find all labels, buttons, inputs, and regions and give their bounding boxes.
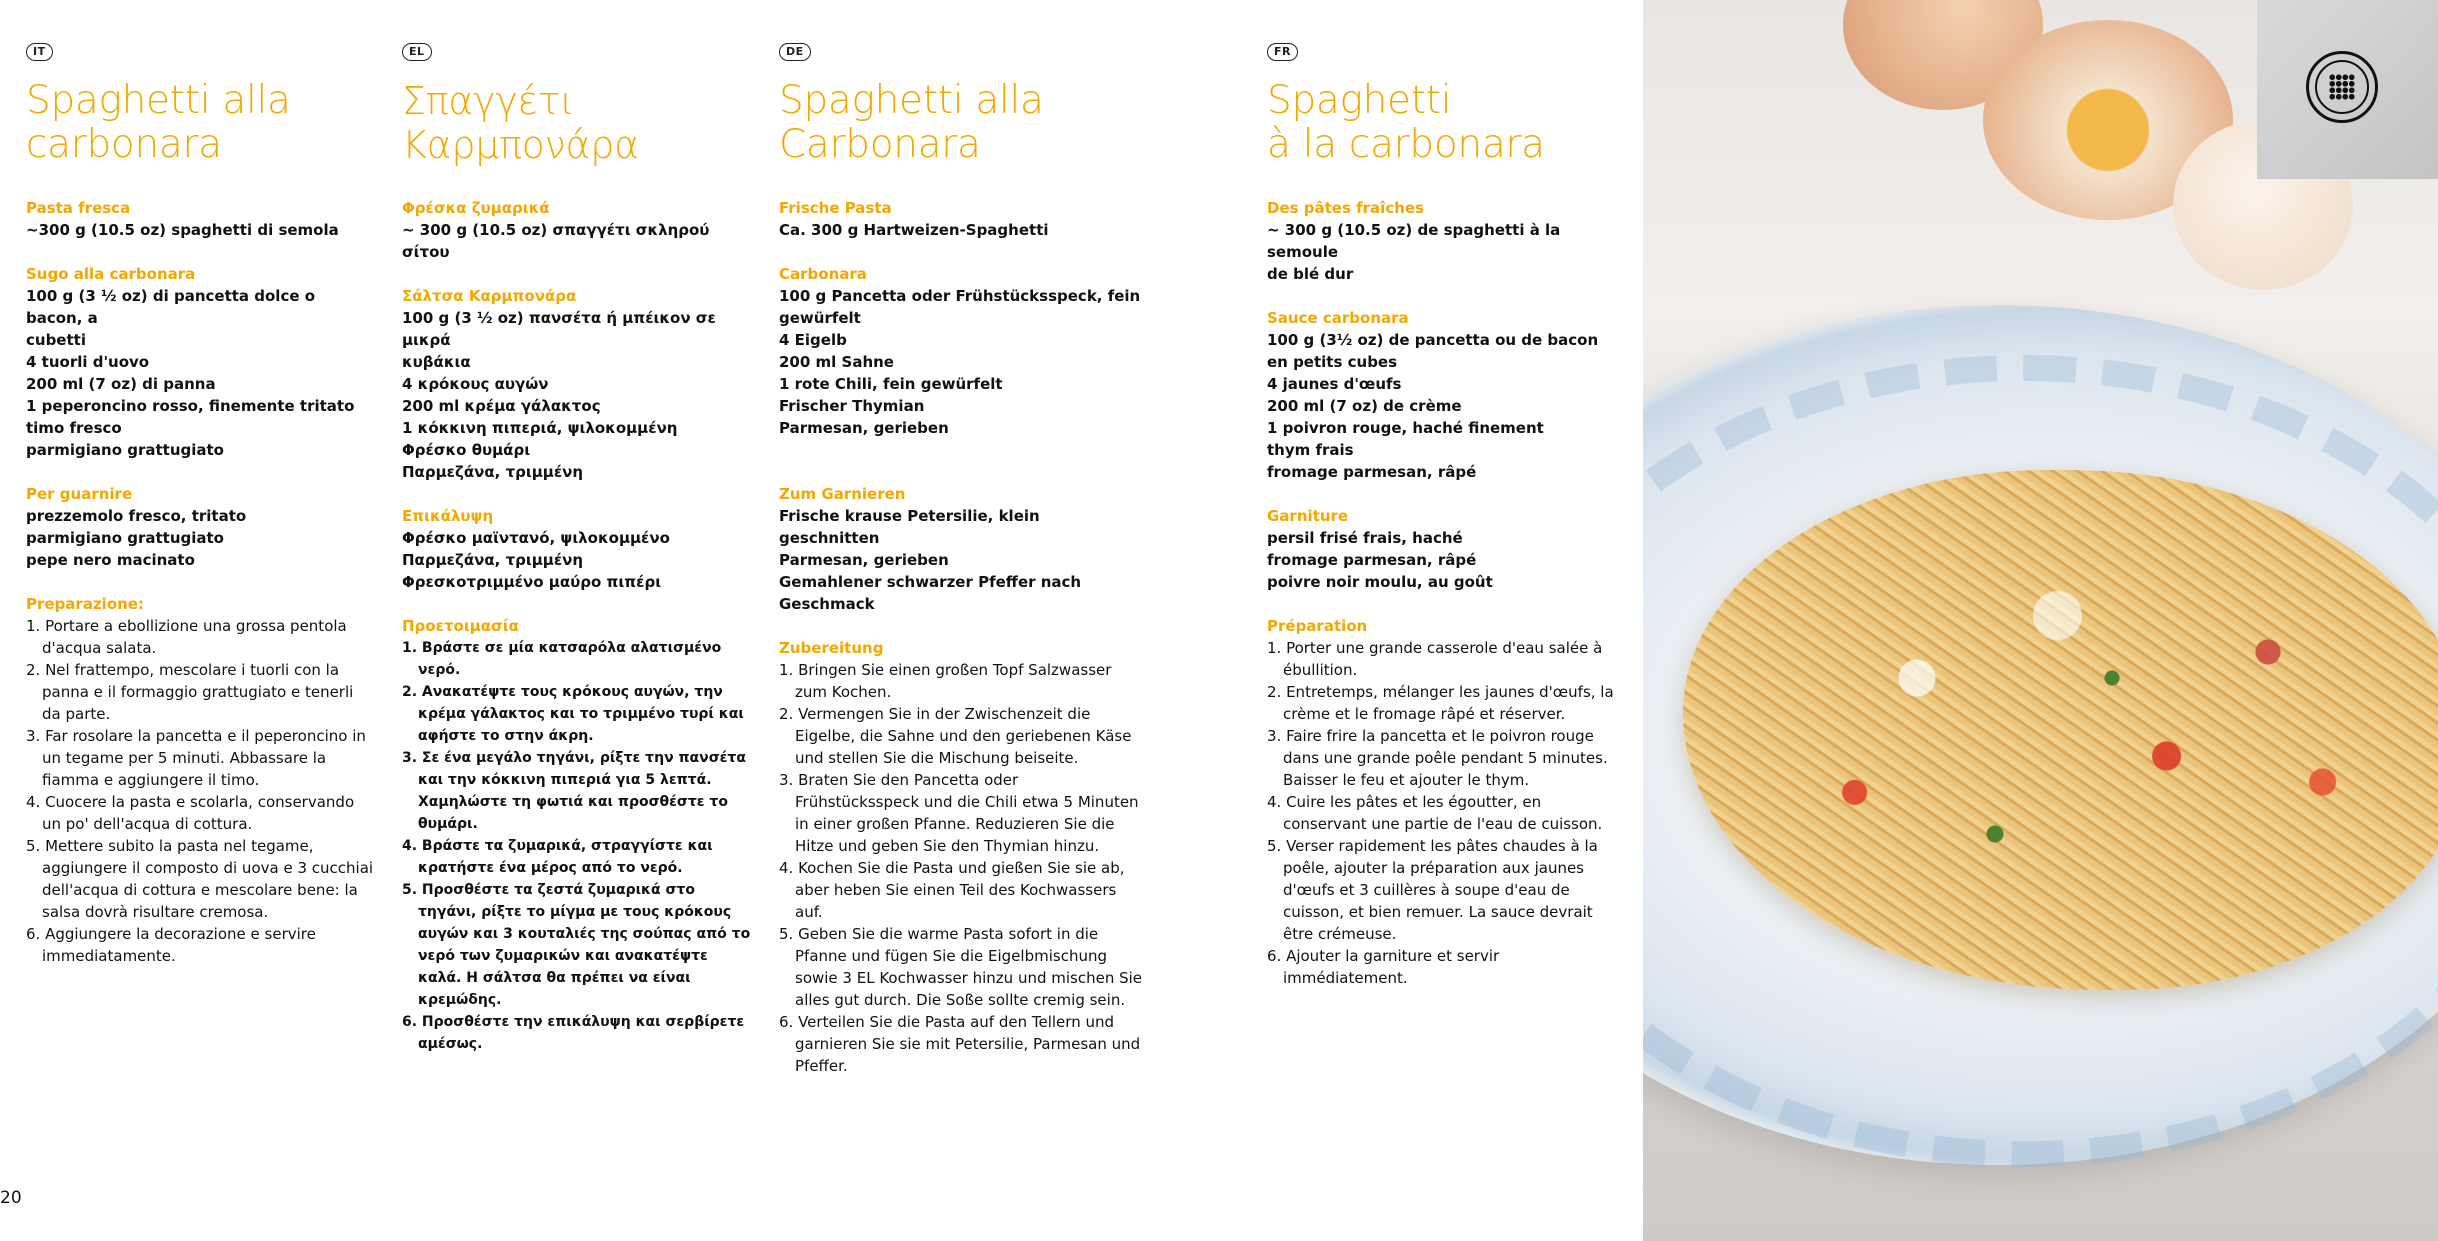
ingredient-section: Φρέσκα ζυμαρικά ~ 300 g (10.5 oz) σπαγγέτι σκληρού σίτου — [402, 199, 710, 261]
recipe-column-fr — [1267, 40, 1627, 1011]
ingredient-section: Σάλτσα Καρμπονάρα 100 g (3 ½ oz) πανσέτα ή μπέικον σε μικρά κυβάκια 4 κρόκους αυγών 200 ml κρέμα γάλακτος 1 κόκκινη πιπεριά, ψιλοκομμένη Φρέσκο θυμάρι Παρμεζάνα, τριμμένη — [402, 287, 716, 481]
recipe-title: Σπαγγέτι Καρμπονάρα — [402, 79, 639, 167]
ingredient-section: Sugo alla carbonara 100 g (3 ½ oz) di pancetta dolce o bacon, a cubetti 4 tuorli d'uovo 200 ml (7 oz) di panna 1 peperoncino rosso, finemente tritato timo fresco parmigiano grattugiato — [26, 265, 355, 459]
step: 4. Cuocere la pasta e scolarla, conservando un po' dell'acqua di cottura. — [26, 793, 355, 833]
ingredient-section: Des pâtes fraîches ~ 300 g (10.5 oz) de spaghetti à la semoule de blé dur — [1267, 199, 1561, 283]
step: 3. Far rosolare la pancetta e il peperoncino in un tegame per 5 minuti. Abbassare la fiamma e aggiungere il timo. — [26, 727, 366, 789]
step: 5. Verser rapidement les pâtes chaudes à la poêle, ajouter la préparation aux jaunes d'œufs et 3 cuillères à soupe d'eau de cuisson, et bien remuer. La sauce devrait être crémeuse. — [1267, 837, 1598, 943]
step: 2. Entretemps, mélanger les jaunes d'œufs, la crème et le fromage râpé et réserver. — [1267, 683, 1614, 723]
cooking-grid-logo-icon — [2306, 51, 2378, 123]
ingredient-section: Per guarnire prezzemolo fresco, tritato parmigiano grattugiato pepe nero macinato — [26, 485, 247, 569]
ingredient-section: Pasta fresca ~300 g (10.5 oz) spaghetti di semola — [26, 199, 339, 239]
preparation-section: Préparation 1. Porter une grande casserole d'eau salée à ébullition. 2. Entretemps, mélanger les jaunes d'œufs, la crème et le fromage râpé et réserver. 3. Faire frire la pancetta et le poivron rouge dans une grande poêle pendant 5 minutes. Baisser le feu et ajouter le thym. 4. Cuire les pâtes et les égoutter, en conservant une partie de l'eau de cuisson. 5. Verser rapidement les pâtes chaudes à la poêle, ajouter la préparation aux jaunes d'œufs et 3 cuillères à soupe d'eau de cuisson, et bien remuer. La sauce devrait être crémeuse. 6. Ajouter la garniture et servir immédiatement. — [1267, 615, 1627, 989]
step: 5. Geben Sie die warme Pasta sofort in die Pfanne und fügen Sie die Eigelbmischung sowie 3 EL Kochwasser hinzu und mischen Sie alles gut durch. Die Soße sollte cremig sein. — [779, 925, 1143, 1009]
ingredient-section: Zum Garnieren Frische krause Petersilie, klein geschnitten Parmesan, gerieben Gemahlener schwarzer Pfeffer nach Geschmack — [779, 485, 1082, 613]
step: 4. Kochen Sie die Pasta und gießen Sie sie ab, aber heben Sie einen Teil des Kochwassers auf. — [779, 859, 1125, 921]
step: 2. Vermengen Sie in der Zwischenzeit die Eigelbe, die Sahne und den geriebenen Käse und stellen Sie die Mischung beiseite. — [779, 705, 1132, 767]
step: 6. Aggiungere la decorazione e servire immediatamente. — [26, 925, 316, 965]
page-number: 20 — [0, 1188, 22, 1208]
recipe-title: Spaghetti alla Carbonara — [779, 78, 1044, 167]
step: 5. Προσθέστε τα ζεστά ζυμαρικά στο τηγάνι, ρίξτε το μίγμα με τους κρόκους αυγών και 3 κουταλιές της σούπας από το νερό των ζυμαρικών και ανακατέψτε καλά. Η σάλτσα θα πρέπει να είναι κρεμώδης. — [402, 882, 751, 1008]
ingredient-section: Garniture persil frisé frais, haché fromage parmesan, râpé poivre noir moulu, au goût — [1267, 507, 1493, 591]
step: 6. Ajouter la garniture et servir immédiatement. — [1267, 947, 1500, 987]
preparation-section: Zubereitung 1. Bringen Sie einen großen Topf Salzwasser zum Kochen. 2. Vermengen Sie in der Zwischenzeit die Eigelbe, die Sahne und den geriebenen Käse und stellen Sie die Mischung beiseite. 3. Braten Sie den Pancetta oder Frühstücksspeck und die Chili etwa 5 Minuten in einer großen Pfanne. Reduzieren Sie die Hitze und geben Sie den Thymian hinzu. 4. Kochen Sie die Pasta und gießen Sie sie ab, aber heben Sie einen Teil des Kochwassers auf. 5. Geben Sie die warme Pasta sofort in die Pfanne und fügen Sie die Eigelbmischung sowie 3 EL Kochwasser hinzu und mischen Sie alles gut durch. Die Soße sollte cremig sein. 6. Verteilen Sie die Pasta auf den Tellern und garnieren Sie sie mit Petersilie, Parmesan und Pfeffer. — [779, 639, 1143, 1075]
ingredient-section: Carbonara 100 g Pancetta oder Frühstücksspeck, fein gewürfelt 4 Eigelb 200 ml Sahne 1 rote Chili, fein gewürfelt Frischer Thymian Parmesan, gerieben — [779, 265, 1141, 437]
step: 1. Βράστε σε μία κατσαρόλα αλατισμένο νερό. — [402, 640, 722, 678]
step: 4. Βράστε τα ζυμαρικά, στραγγίστε και κρατήστε ένα μέρος από το νερό. — [402, 838, 713, 876]
step: 5. Mettere subito la pasta nel tegame, aggiungere il composto di uova e 3 cucchiai dell'acqua di cottura e mescolare bene: la salsa dovrà risultare cremosa. — [26, 837, 374, 921]
language-badge: DE — [779, 43, 811, 61]
recipe-column-de — [779, 40, 1144, 1099]
step: 2. Ανακατέψτε τους κρόκους αυγών, την κρέμα γάλακτος και το τριμμένο τυρί και αφήστε το στην άκρη. — [402, 684, 744, 744]
recipe-title: Spaghetti alla carbonara — [26, 78, 291, 167]
ingredient-section: Sauce carbonara 100 g (3½ oz) de pancetta ou de bacon en petits cubes 4 jaunes d'œufs 200 ml (7 oz) de crème 1 poivron rouge, haché finement thym frais fromage parmesan, râpé — [1267, 309, 1599, 481]
step: 2. Nel frattempo, mescolare i tuorli con la panna e il formaggio grattugiato e tenerli da parte. — [26, 661, 354, 723]
step: 1. Porter une grande casserole d'eau salée à ébullition. — [1267, 639, 1603, 679]
language-badge: EL — [402, 43, 432, 61]
brand-logo-box — [2257, 0, 2438, 179]
step: 3. Faire frire la pancetta et le poivron rouge dans une grande poêle pendant 5 minutes. Baisser le feu et ajouter le thym. — [1267, 727, 1608, 789]
step: 4. Cuire les pâtes et les égoutter, en conservant une partie de l'eau de cuisson. — [1267, 793, 1603, 833]
step: 3. Braten Sie den Pancetta oder Frühstücksspeck und die Chili etwa 5 Minuten in einer großen Pfanne. Reduzieren Sie die Hitze und geben Sie den Thymian hinzu. — [779, 771, 1139, 855]
carbonara-plate-photo — [1643, 0, 2438, 1241]
preparation-section: Preparazione: 1. Portare a ebollizione una grossa pentola d'acqua salata. 2. Nel frattempo, mescolare i tuorli con la panna e il formaggio grattugiato e tenerli da parte. 3. Far rosolare la pancetta e il peperoncino in un tegame per 5 minuti. Abbassare la fiamma e aggiungere il timo. 4. Cuocere la pasta e scolarla, conservando un po' dell'acqua di cottura. 5. Mettere subito la pasta nel tegame, aggiungere il composto di uova e 3 cucchiai dell'acqua di cottura e mescolare bene: la salsa dovrà risultare cremosa. 6. Aggiungere la decorazione e servire immediatamente. — [26, 593, 376, 967]
language-badge: FR — [1267, 43, 1298, 61]
recipe-column-it — [26, 40, 376, 989]
ingredient-section: Frische Pasta Ca. 300 g Hartweizen-Spaghetti — [779, 199, 1049, 239]
ingredient-section: Επικάλυψη Φρέσκο μαϊντανό, ψιλοκομμένο Παρμεζάνα, τριμμένη Φρεσκοτριμμένο μαύρο πιπέρι — [402, 507, 670, 591]
step: 6. Verteilen Sie die Pasta auf den Tellern und garnieren Sie sie mit Petersilie, Parmesan und Pfeffer. — [779, 1013, 1141, 1075]
language-badge: IT — [26, 43, 53, 61]
preparation-section: Προετοιμασία 1. Βράστε σε μία κατσαρόλα αλατισμένο νερό. 2. Ανακατέψτε τους κρόκους αυγών, την κρέμα γάλακτος και το τριμμένο τυρί και αφήστε το στην άκρη. 3. Σε ένα μεγάλο τηγάνι, ρίξτε την πανσέτα και την κόκκινη πιπεριά για 5 λεπτά. Χαμηλώστε τη φωτιά και προσθέστε το θυμάρι. 4. Βράστε τα ζυμαρικά, στραγγίστε και κρατήστε ένα μέρος από το νερό. 5. Προσθέστε τα ζεστά ζυμαρικά στο τηγάνι, ρίξτε το μίγμα με τους κρόκους αυγών και 3 κουταλιές της σούπας από το νερό των ζυμαρικών και ανακατέψτε καλά. Η σάλτσα θα πρέπει να είναι κρεμώδης. 6. Προσθέστε την επικάλυψη και σερβίρετε αμέσως. — [402, 615, 752, 1055]
step: 3. Σε ένα μεγάλο τηγάνι, ρίξτε την πανσέτα και την κόκκινη πιπεριά για 5 λεπτά. Χαμηλώστε τη φωτιά και προσθέστε το θυμάρι. — [402, 750, 746, 832]
step: 1. Bringen Sie einen großen Topf Salzwasser zum Kochen. — [779, 661, 1112, 701]
step: 1. Portare a ebollizione una grossa pentola d'acqua salata. — [26, 617, 347, 657]
recipe-column-el — [402, 40, 752, 1077]
step: 6. Προσθέστε την επικάλυψη και σερβίρετε αμέσως. — [402, 1014, 745, 1052]
recipe-title: Spaghetti à la carbonara — [1267, 78, 1545, 167]
